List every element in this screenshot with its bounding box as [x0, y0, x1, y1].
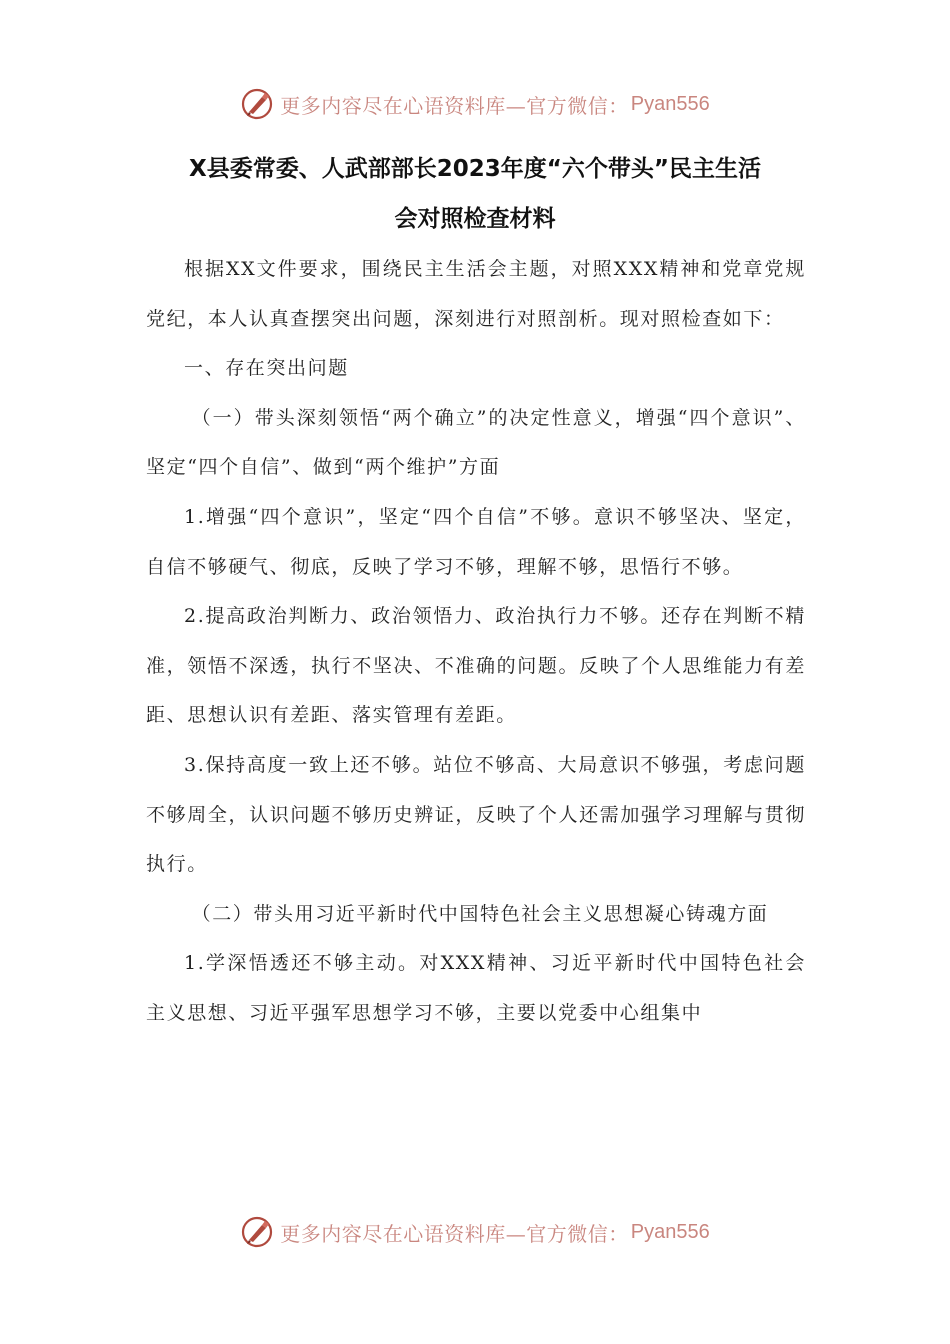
section-heading: 一、存在突出问题	[184, 357, 349, 380]
pen-nib-logo-icon	[240, 1215, 274, 1249]
pen-nib-logo-icon	[240, 87, 274, 121]
document-title-line-1: X县委常委、人武部部长2023年度“六个带头”民主生活	[189, 156, 761, 182]
watermark-text: 更多内容尽在心语资料库—官方微信：	[280, 1221, 629, 1246]
paragraph-item: 1.增强“四个意识”，坚定“四个自信”不够。意识不够坚决、坚定，自信不够硬气、彻底，反映了学习不够，理解不够，思悟行不够。	[146, 505, 806, 578]
subsection-heading: （二）带头用习近平新时代中国特色社会主义思想凝心铸魂方面	[191, 902, 769, 925]
watermark-header	[0, 84, 950, 124]
paragraph-item: 3.保持高度一致上还不够。站位不够高、大局意识不够强，考虑问题不够周全，认识问题不够历史辨证，反映了个人还需加强学习理解与贯彻执行。	[146, 753, 806, 876]
paragraph-intro: 根据XX文件要求，围绕民主生活会主题，对照XXX精神和党章党规党纪，本人认真查摆突出问题，深刻进行对照剖析。现对照检查如下：	[146, 258, 806, 330]
document-body	[146, 245, 806, 1039]
paragraph-item: 2.提高政治判断力、政治领悟力、政治执行力不够。还存在判断不精准，领悟不深透，执行不坚决、不准确的问题。反映了个人思维能力有差距、思想认识有差距、落实管理有差距。	[146, 605, 806, 727]
document-title-line-2: 会对照检查材料	[394, 206, 556, 232]
watermark-footer	[0, 1212, 950, 1252]
watermark-handle: Pyan556	[630, 92, 710, 115]
watermark-text: 更多内容尽在心语资料库—官方微信：	[280, 93, 629, 118]
paragraph-item: 1.学深悟透还不够主动。对XXX精神、习近平新时代中国特色社会主义思想、习近平强军思想学习不够，主要以党委中心组集中	[146, 952, 806, 1024]
subsection-heading: （一）带头深刻领悟“两个确立”的决定性意义，增强“四个意识”、坚定“四个自信”、做到“两个维护”方面	[146, 406, 806, 479]
watermark-handle: Pyan556	[630, 1220, 710, 1243]
